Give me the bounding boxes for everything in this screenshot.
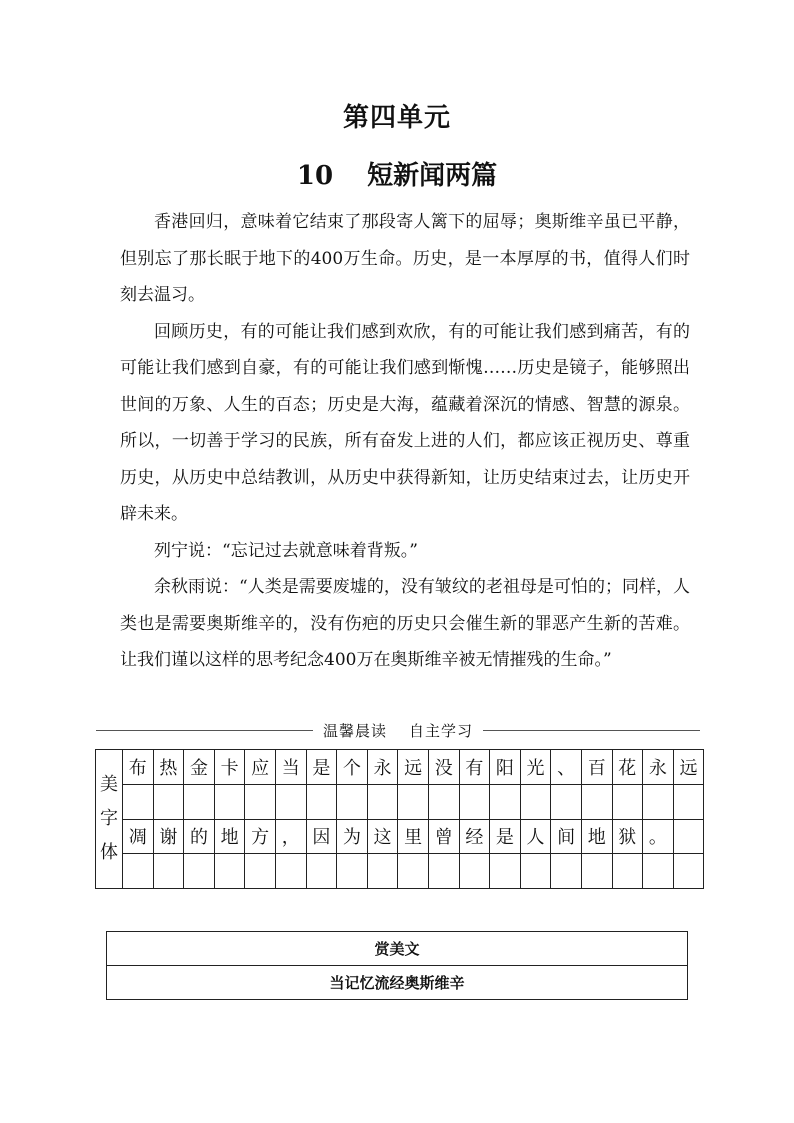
grid-cell: 永 xyxy=(643,750,674,785)
grid-cell: 为 xyxy=(337,819,368,854)
blank-cell xyxy=(123,784,154,819)
grid-cell: 应 xyxy=(245,750,276,785)
blank-cell xyxy=(612,784,643,819)
intro-paragraph: 回顾历史，有的可能让我们感到欢欣，有的可能让我们感到痛苦，有的可能让我们感到自豪，有的可能让我们感到惭愧……历史是镜子，能够照出世间的万象、人生的百态；历史是大海，蕴藏着深沉的情感、智慧的源泉。所以，一切善于学习的民族，所有奋发上进的人们，都应该正视历史、尊重历史，从历史中总结教训，从历史中获得新知，让历史结束过去，让历史开辟未来。 xyxy=(120,321,690,524)
grid-cell: 里 xyxy=(398,819,429,854)
copy-row-2-blank xyxy=(96,784,704,819)
blank-cell xyxy=(490,854,521,889)
grid-cell: 这 xyxy=(367,819,398,854)
section-label-right: 自主学习 xyxy=(409,721,474,740)
grid-cell: 方 xyxy=(245,819,276,854)
grid-cell: 狱 xyxy=(612,819,643,854)
blank-cell xyxy=(428,784,459,819)
grid-cell xyxy=(673,819,704,854)
blank-cell xyxy=(184,854,215,889)
blank-cell xyxy=(612,854,643,889)
lesson-number: 10 xyxy=(296,161,334,191)
blank-cell xyxy=(214,784,245,819)
grid-cell: 远 xyxy=(398,750,429,785)
grid-cell: 卡 xyxy=(214,750,245,785)
appreciation-title: 当记忆流经奥斯维辛 xyxy=(107,966,688,1000)
grid-cell: 热 xyxy=(153,750,184,785)
lesson-title xyxy=(0,155,794,192)
blank-cell xyxy=(337,784,368,819)
intro-paragraph: 余秋雨说：“人类是需要废墟的，没有皱纹的老祖母是可怕的；同样，人类也是需要奥斯维辛的，没有伤疤的历史只会催生新的罪恶产生新的苦难。让我们谨以这样的思考纪念400万在奥斯维辛被无情摧残的生命。” xyxy=(120,577,690,670)
grid-cell: 个 xyxy=(337,750,368,785)
grid-cell: 经 xyxy=(459,819,490,854)
blank-cell xyxy=(643,784,674,819)
grid-cell: 地 xyxy=(581,819,612,854)
grid-cell: 金 xyxy=(184,750,215,785)
grid-cell: 光 xyxy=(520,750,551,785)
blank-cell xyxy=(551,854,582,889)
intro-passage xyxy=(120,204,690,679)
side-label-char: 体 xyxy=(100,842,118,864)
grid-cell: 、 xyxy=(551,750,582,785)
grid-cell: 永 xyxy=(367,750,398,785)
section-label-left: 温馨晨读 xyxy=(322,721,387,740)
grid-cell: 凋 xyxy=(123,819,154,854)
blank-cell xyxy=(306,854,337,889)
grid-cell: 有 xyxy=(459,750,490,785)
grid-cell: 谢 xyxy=(153,819,184,854)
side-label-char: 字 xyxy=(100,808,118,830)
intro-paragraph: 列宁说：“忘记过去就意味着背叛。” xyxy=(154,540,418,561)
blank-cell xyxy=(643,854,674,889)
grid-cell: 人 xyxy=(520,819,551,854)
blank-cell xyxy=(581,854,612,889)
grid-cell: 曾 xyxy=(428,819,459,854)
grid-cell: 的 xyxy=(184,819,215,854)
copybook-grid xyxy=(95,749,704,889)
grid-cell: 是 xyxy=(306,750,337,785)
copy-row-1 xyxy=(96,750,704,785)
blank-cell xyxy=(398,784,429,819)
blank-cell xyxy=(245,854,276,889)
section-label xyxy=(313,720,483,741)
intro-paragraph: 香港回归，意味着它结束了那段寄人篱下的屈辱；奥斯维辛虽已平静，但别忘了那长眠于地下的400万生命。历史，是一本厚厚的书，值得人们时刻去温习。 xyxy=(120,212,690,305)
grid-cell: 花 xyxy=(612,750,643,785)
divider-line-right xyxy=(483,730,700,731)
grid-cell: 没 xyxy=(428,750,459,785)
blank-cell xyxy=(551,784,582,819)
grid-cell: 因 xyxy=(306,819,337,854)
grid-cell: 百 xyxy=(581,750,612,785)
blank-cell xyxy=(520,854,551,889)
blank-cell xyxy=(337,854,368,889)
blank-cell xyxy=(123,854,154,889)
appreciation-box xyxy=(106,931,688,1000)
grid-cell: 当 xyxy=(275,750,306,785)
side-label-char: 美 xyxy=(100,774,118,796)
copy-row-4-blank xyxy=(96,854,704,889)
blank-cell xyxy=(275,784,306,819)
grid-cell: 间 xyxy=(551,819,582,854)
blank-cell xyxy=(398,854,429,889)
copy-row-3 xyxy=(96,819,704,854)
blank-cell xyxy=(459,854,490,889)
blank-cell xyxy=(520,784,551,819)
grid-cell: 地 xyxy=(214,819,245,854)
blank-cell xyxy=(153,854,184,889)
blank-cell xyxy=(153,784,184,819)
grid-cell: 远 xyxy=(673,750,704,785)
blank-cell xyxy=(245,784,276,819)
blank-cell xyxy=(367,854,398,889)
copybook-side-label xyxy=(96,750,123,889)
blank-cell xyxy=(306,784,337,819)
blank-cell xyxy=(673,784,704,819)
blank-cell xyxy=(214,854,245,889)
blank-cell xyxy=(184,784,215,819)
blank-cell xyxy=(428,854,459,889)
unit-title: 第四单元 xyxy=(342,103,451,133)
blank-cell xyxy=(367,784,398,819)
section-divider xyxy=(96,720,700,740)
appreciation-label: 赏美文 xyxy=(107,932,688,966)
divider-line-left xyxy=(96,730,313,731)
blank-cell xyxy=(490,784,521,819)
grid-cell: 布 xyxy=(123,750,154,785)
grid-cell: 阳 xyxy=(490,750,521,785)
grid-cell: ， xyxy=(275,819,306,854)
lesson-name: 短新闻两篇 xyxy=(367,161,498,191)
blank-cell xyxy=(673,854,704,889)
blank-cell xyxy=(581,784,612,819)
blank-cell xyxy=(275,854,306,889)
grid-cell: 是 xyxy=(490,819,521,854)
blank-cell xyxy=(459,784,490,819)
grid-cell: 。 xyxy=(643,819,674,854)
